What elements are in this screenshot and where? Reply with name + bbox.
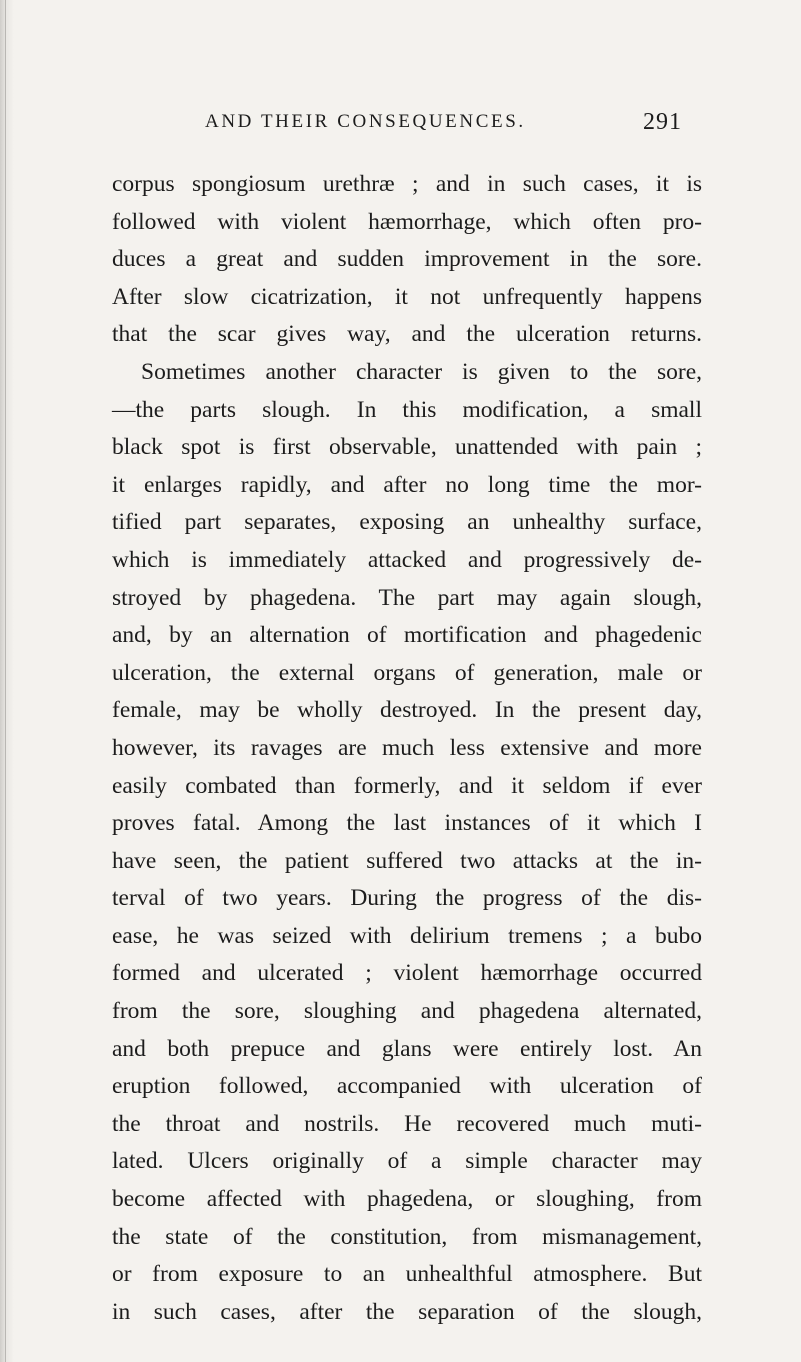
text-line: proves fatal. Among the last instances of it which I xyxy=(112,810,702,837)
text-line: ulceration, the external organs of generation, male or xyxy=(112,659,702,686)
text-line: lated. Ulcers originally of a simple character may xyxy=(112,1148,702,1175)
text-line: tified part separates, exposing an unhealthy surface, xyxy=(112,509,702,536)
text-line: have seen, the patient suffered two attacks at the in- xyxy=(112,847,702,874)
text-line: stroyed by phagedena. The part may again slough, xyxy=(112,584,702,611)
text-line: After slow cicatrization, it not unfrequently happens xyxy=(112,283,702,310)
paragraph-first-line: Sometimes another character is given to the sore, xyxy=(141,358,702,385)
text-line: formed and ulcerated ; violent hæmorrhage occurred xyxy=(112,960,702,987)
text-line: corpus spongiosum urethræ ; and in such cases, it is xyxy=(112,171,702,197)
text-line: become affected with phagedena, or sloughing, from xyxy=(112,1186,702,1213)
text-line: however, its ravages are much less extensive and more xyxy=(112,734,702,761)
text-line: that the scar gives way, and the ulceration returns. xyxy=(112,321,702,348)
text-line: easily combated than formerly, and it seldom if ever xyxy=(112,772,702,799)
text-line: female, may be wholly destroyed. In the present day, xyxy=(112,697,702,724)
running-head xyxy=(205,106,705,138)
running-head-title: AND THEIR CONSEQUENCES. xyxy=(205,111,526,132)
text-line: —the parts slough. In this modification, a small xyxy=(112,396,702,423)
text-line: or from exposure to an unhealthful atmosphere. But xyxy=(112,1261,702,1288)
text-line: which is immediately attacked and progressively de- xyxy=(112,546,702,573)
text-line: it enlarges rapidly, and after no long time the mor- xyxy=(112,471,702,498)
text-line: ease, he was seized with delirium tremens ; a bubo xyxy=(112,922,702,949)
text-line: terval of two years. During the progress of the dis- xyxy=(112,885,702,912)
text-line: the state of the constitution, from mismanagement, xyxy=(112,1223,702,1250)
text-line: followed with violent hæmorrhage, which often pro- xyxy=(112,208,702,235)
text-line: from the sore, sloughing and phagedena alternated, xyxy=(112,998,702,1025)
text-line: and both prepuce and glans were entirely lost. An xyxy=(112,1035,702,1062)
text-line: black spot is first observable, unattended with pain ; xyxy=(112,434,702,461)
text-line: the throat and nostrils. He recovered much muti- xyxy=(112,1110,702,1137)
text-line: eruption followed, accompanied with ulceration of xyxy=(112,1073,702,1100)
text-line: in such cases, after the separation of the slough, xyxy=(112,1298,702,1325)
text-line: and, by an alternation of mortification and phagedenic xyxy=(112,622,702,649)
page-binding-edge-line xyxy=(5,0,6,1362)
text-line: duces a great and sudden improvement in the sore. xyxy=(112,246,702,273)
page-number: 291 xyxy=(643,109,682,135)
body-text xyxy=(112,166,702,1331)
page-binding-shadow xyxy=(0,0,14,1362)
